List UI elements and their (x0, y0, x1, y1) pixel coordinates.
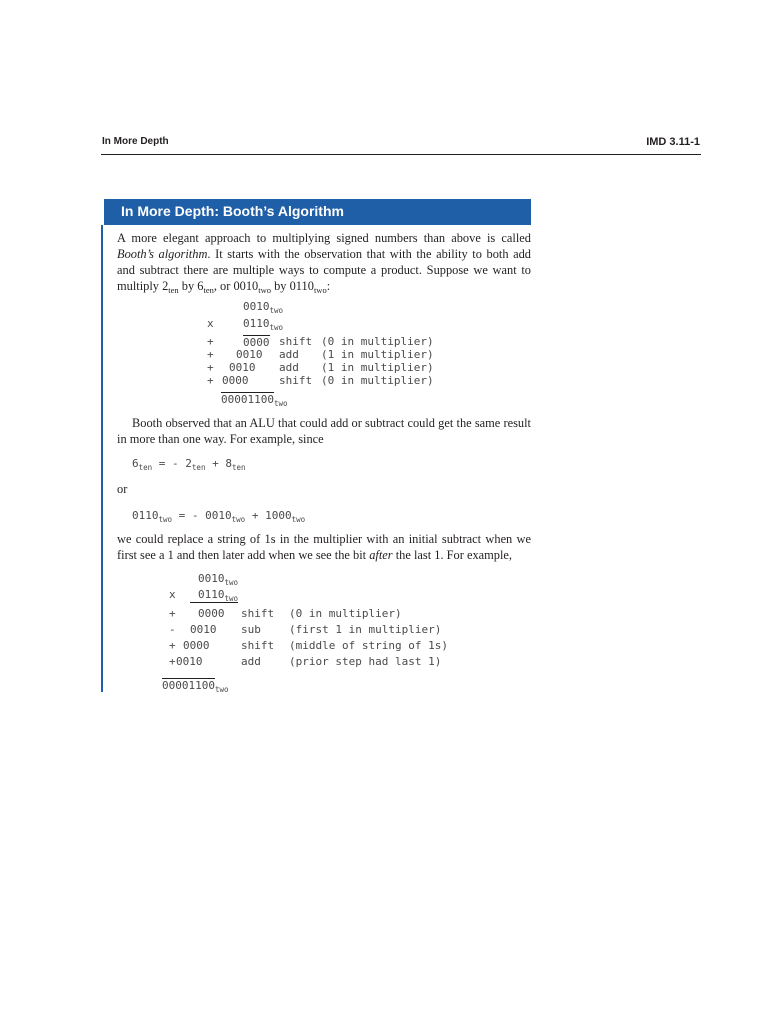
text-run: by 0110 (271, 279, 314, 293)
subscript: two (158, 515, 173, 524)
multiplicand (198, 572, 238, 585)
op: add (241, 655, 261, 668)
note: (0 in multiplier) (321, 374, 434, 387)
term-booths-algorithm: Booth’s algorithm (117, 247, 208, 261)
step-row (169, 655, 442, 668)
section-side-rule (101, 225, 103, 692)
subscript: two (214, 685, 229, 694)
running-header-title: In More Depth (102, 136, 169, 147)
sign: - (169, 623, 176, 636)
sign: + (169, 607, 176, 620)
step-row (169, 607, 402, 620)
section-title-bar (104, 199, 531, 225)
product (221, 393, 288, 406)
term: 0110 (132, 509, 159, 522)
sign: + (207, 335, 214, 348)
sign: + (207, 361, 214, 374)
subscript: two (291, 515, 306, 524)
op: add (279, 361, 299, 374)
value: 0000 (198, 607, 225, 620)
value: 0110 (198, 588, 225, 601)
header-rule (101, 154, 701, 155)
sign: + (207, 374, 214, 387)
step-row (207, 335, 434, 349)
subscript: ten (203, 285, 214, 295)
note: (1 in multiplier) (321, 361, 434, 374)
sign: + (169, 639, 176, 652)
op: add (279, 348, 299, 361)
value: 00001100 (162, 679, 215, 692)
value: 0010 (229, 361, 256, 374)
text-run: we could replace a string of 1s in the multiplier with an initial subtract when we first see a 1 and then later add when we see the bit (117, 532, 531, 562)
page-number: IMD 3.11-1 (646, 136, 700, 148)
op: shift (241, 607, 275, 620)
booth-observation-paragraph: Booth observed that an ALU that could add or subtract could get the same result in more than one way. For example, since (117, 416, 531, 446)
text-run: , or 0010 (213, 279, 259, 293)
step-row (207, 374, 434, 387)
subscript: ten (138, 463, 153, 472)
subscript: two (269, 306, 284, 315)
value: 0000 (243, 336, 270, 349)
subscript: two (224, 578, 239, 587)
subscript: ten (231, 463, 246, 472)
value: 0010 (176, 655, 203, 668)
op: shift (279, 335, 313, 348)
text-run: . It starts with the observation that with the ability to both add and subtract there are multiple ways to compute a product. Suppose we want to multiply 2 (117, 247, 531, 293)
intro-paragraph (117, 230, 531, 294)
emphasis-after: after (369, 548, 393, 562)
note: (1 in multiplier) (321, 348, 434, 361)
step-row (169, 639, 448, 652)
replacement-paragraph (117, 531, 531, 563)
subscript: two (231, 515, 246, 524)
term: + 1000 (245, 509, 292, 522)
subscript: two (273, 399, 288, 408)
note: (prior step had last 1) (289, 655, 442, 668)
x-sign: x (207, 317, 214, 330)
subscript: two (269, 323, 284, 332)
equation-binary (132, 509, 305, 522)
value: 0010 (190, 623, 217, 636)
subscript: ten (191, 463, 206, 472)
subscript: ten (168, 285, 179, 295)
value: 0110 (243, 317, 270, 330)
or-text: or (117, 482, 128, 496)
note: (first 1 in multiplier) (289, 623, 442, 636)
term: + 8 (205, 457, 232, 470)
text-run: A more elegant approach to multiplying signed numbers than above is called (117, 231, 531, 245)
subscript: two (258, 285, 272, 295)
multiplicand (243, 300, 283, 313)
step-row (207, 348, 434, 361)
value: 0010 (243, 300, 270, 313)
text-run: by 6 (178, 279, 204, 293)
op: sub (241, 623, 261, 636)
note: (0 in multiplier) (321, 335, 434, 348)
value: 0010 (198, 572, 225, 585)
step-row (207, 361, 434, 374)
sign: + (169, 655, 176, 668)
multiplier (190, 588, 238, 603)
step-row (169, 623, 442, 636)
x-sign: x (169, 588, 176, 601)
section-title: In More Depth: Booth’s Algorithm (121, 203, 344, 219)
product (162, 679, 229, 692)
value: 0000 (222, 374, 249, 387)
sign: + (207, 348, 214, 361)
op: shift (279, 374, 313, 387)
equation-decimal (132, 457, 246, 470)
multiplier (243, 317, 283, 330)
term: = - 2 (152, 457, 192, 470)
note: (middle of string of 1s) (289, 639, 448, 652)
term: 6 (132, 457, 139, 470)
text-run: : (326, 279, 331, 293)
term: = - 0010 (172, 509, 232, 522)
value: 00001100 (221, 393, 274, 406)
value: 0000 (183, 639, 210, 652)
subscript: two (224, 594, 239, 603)
text-run: the last 1. For example, (392, 548, 513, 562)
op: shift (241, 639, 275, 652)
value: 0010 (236, 348, 263, 361)
note: (0 in multiplier) (289, 607, 402, 620)
subscript: two (313, 285, 327, 295)
